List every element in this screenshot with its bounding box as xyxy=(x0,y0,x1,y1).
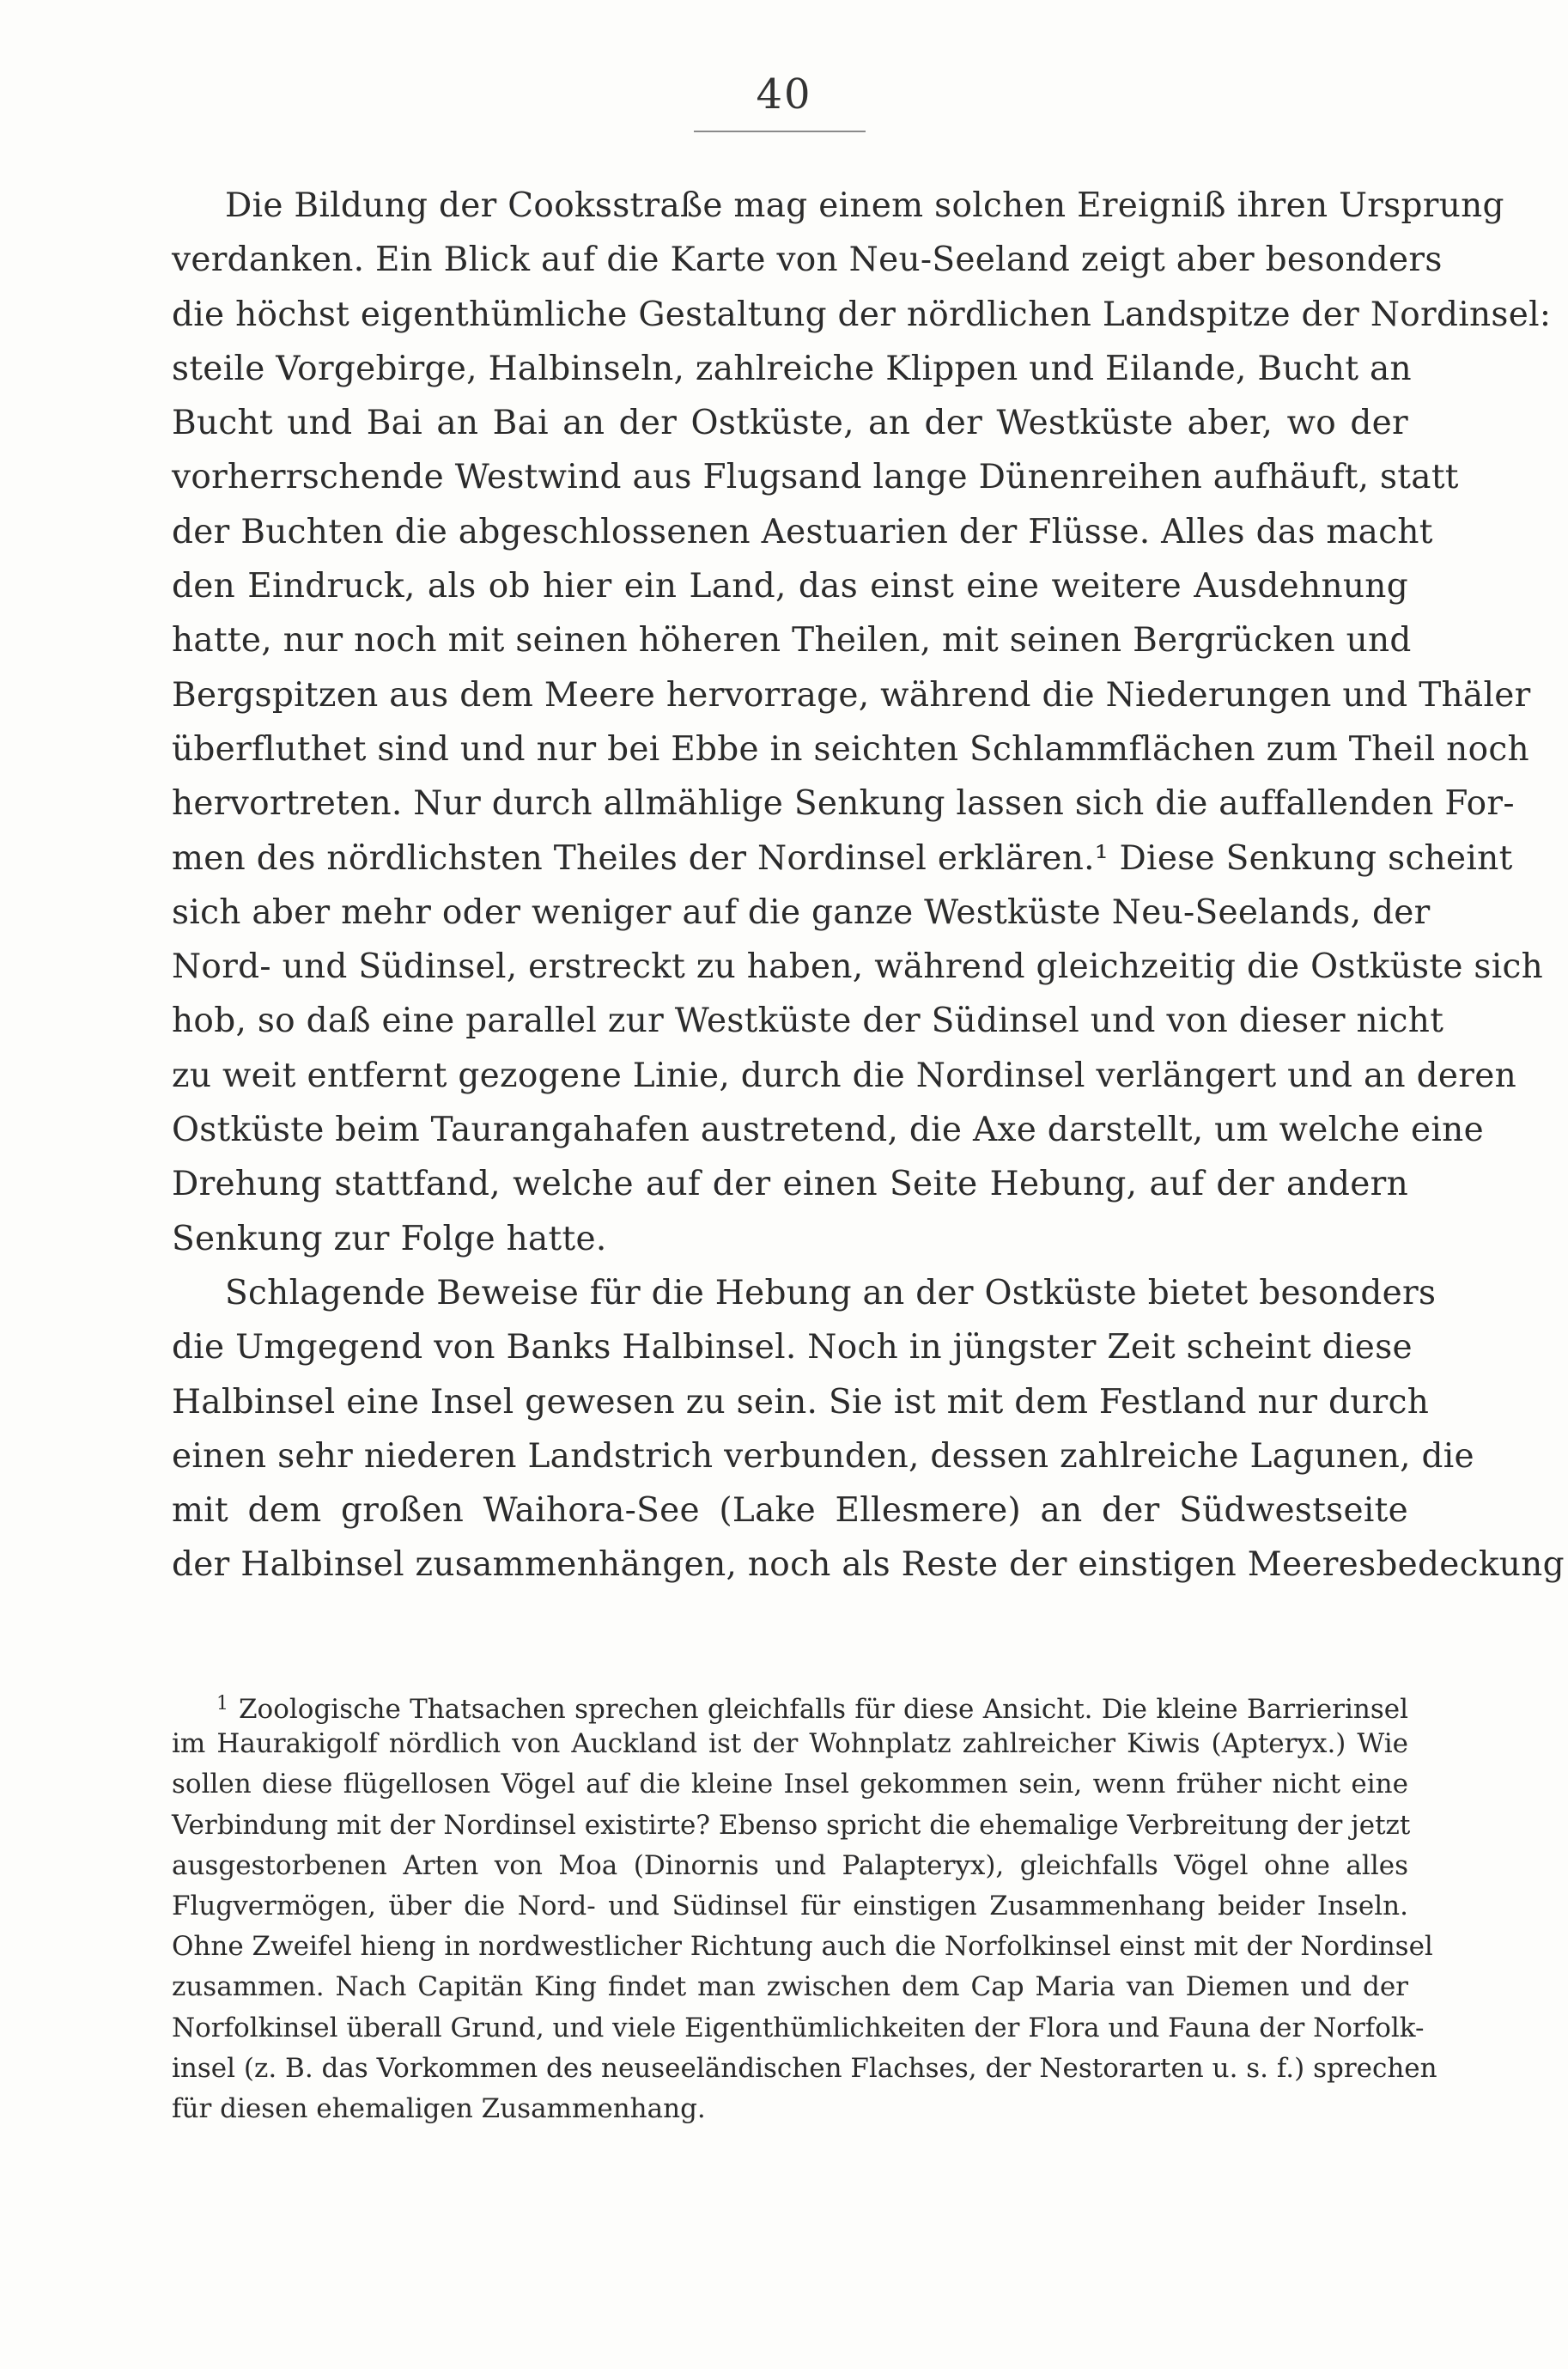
text-line: hatte, nur noch mit seinen höheren Theilen, mit seinen Bergrücken und xyxy=(172,621,1412,661)
text-line: zu weit entfernt gezogene Linie, durch die Nordinsel verlängert und an deren xyxy=(172,1056,1517,1095)
paragraph-2 xyxy=(172,1266,1565,1593)
text-line: einen sehr niederen Landstrich verbunden, dessen zahlreiche Lagunen, die xyxy=(172,1436,1474,1476)
footnote-line: Verbindung mit der Nordinsel existirte? Ebenso spricht die ehemalige Verbreitung der jetzt xyxy=(172,1809,1411,1841)
text-line: Drehung stattfand, welche auf der einen Seite Hebung, auf der andern xyxy=(172,1165,1408,1204)
footnote-line: zusammen. Nach Capitän King findet man zwischen dem Cap Maria van Diemen und der xyxy=(172,1971,1408,2003)
text-line: Nord- und Südinsel, erstreckt zu haben, während gleichzeitig die Ostküste sich xyxy=(172,947,1544,987)
header-rule xyxy=(694,131,866,132)
body-text xyxy=(172,179,1565,1593)
footnote xyxy=(172,1684,1437,2129)
text-line: men des nördlichsten Theiles der Nordinsel erklären.¹ Diese Senkung scheint xyxy=(172,838,1513,878)
text-line: den Eindruck, als ob hier ein Land, das einst eine weitere Ausdehnung xyxy=(172,567,1408,606)
text-line: vorherrschende Westwind aus Flugsand lange Dünenreihen aufhäuft, statt xyxy=(172,458,1459,497)
text-line: Senkung zur Folge hatte. xyxy=(172,1219,607,1258)
footnote-line: sollen diese flügellosen Vögel auf die kleine Insel gekommen sein, wenn früher nicht eine xyxy=(172,1769,1408,1800)
text-line: Halbinsel eine Insel gewesen zu sein. Sie ist mit dem Festland nur durch xyxy=(172,1382,1430,1422)
text-line: sich aber mehr oder weniger auf die ganze Westküste Neu-Seelands, der xyxy=(172,892,1431,932)
text-line: Bergspitzen aus dem Meere hervorrage, während die Niederungen und Thäler xyxy=(172,675,1531,715)
text-line: die höchst eigenthümliche Gestaltung der nördlichen Landspitze der Nordinsel: xyxy=(172,295,1552,334)
text-line: der Buchten die abgeschlossenen Aestuarien der Flüsse. Alles das macht xyxy=(172,512,1433,551)
text-line: überfluthet sind und nur bei Ebbe in seichten Schlammflächen zum Theil noch xyxy=(172,729,1529,769)
paragraph-1 xyxy=(172,179,1552,1266)
footnote-line: Flugvermögen, über die Nord- und Südinsel für einstigen Zusammenhang beider Inseln. xyxy=(172,1890,1408,1921)
text-line: steile Vorgebirge, Halbinseln, zahlreiche Klippen und Eilande, Bucht an xyxy=(172,349,1412,388)
footnote-marker: 1 xyxy=(216,1693,228,1714)
footnote-line: ausgestorbenen Arten von Moa (Dinornis und Palapteryx), gleichfalls Vögel ohne alles xyxy=(172,1849,1408,1881)
text-line: verdanken. Ein Blick auf die Karte von Neu-Seeland zeigt aber besonders xyxy=(172,241,1443,280)
page-number: 40 xyxy=(756,70,812,119)
footnote-line: Ohne Zweifel hieng in nordwestlicher Richtung auch die Norfolkinsel einst mit der Nordinsel xyxy=(172,1931,1433,1963)
text-line: der Halbinsel zusammenhängen, noch als Reste der einstigen Meeresbedeckung xyxy=(172,1545,1565,1585)
text-line: Ostküste beim Taurangahafen austretend, die Axe darstellt, um welche eine xyxy=(172,1111,1484,1150)
footnote-line: im Haurakigolf nördlich von Auckland ist der Wohnplatz zahlreicher Kiwis (Apteryx.) Wie xyxy=(172,1728,1408,1760)
footnote-line: insel (z. B. das Vorkommen des neuseeländischen Flachses, der Nestorarten u. s. f.) sprechen xyxy=(172,2052,1437,2084)
footnote-text: Zoologische Thatsachen sprechen gleichfalls für diese Ansicht. Die kleine Barrierinsel xyxy=(239,1694,1408,1725)
text-line: hob, so daß eine parallel zur Westküste der Südinsel und von dieser nicht xyxy=(172,1002,1444,1041)
text-line: die Umgegend von Banks Halbinsel. Noch in jüngster Zeit scheint diese xyxy=(172,1328,1413,1367)
text-line: hervortreten. Nur durch allmählige Senkung lassen sich die auffallenden For- xyxy=(172,784,1515,824)
footnote-line xyxy=(172,1684,1408,1724)
text-line: mit dem großen Waihora-See (Lake Ellesmere) an der Südwestseite xyxy=(172,1491,1408,1531)
text-line: Schlagende Beweise für die Hebung an der Ostküste bietet besonders xyxy=(225,1273,1437,1312)
footnote-line: für diesen ehemaligen Zusammenhang. xyxy=(172,2092,706,2124)
text-line: Die Bildung der Cooksstraße mag einem solchen Ereigniß ihren Ursprung xyxy=(225,186,1504,225)
text-line: Bucht und Bai an Bai an der Ostküste, an der Westküste aber, wo der xyxy=(172,404,1408,443)
footnote-line: Norfolkinsel überall Grund, und viele Eigenthümlichkeiten der Flora und Fauna der Norfolk- xyxy=(172,2012,1425,2043)
